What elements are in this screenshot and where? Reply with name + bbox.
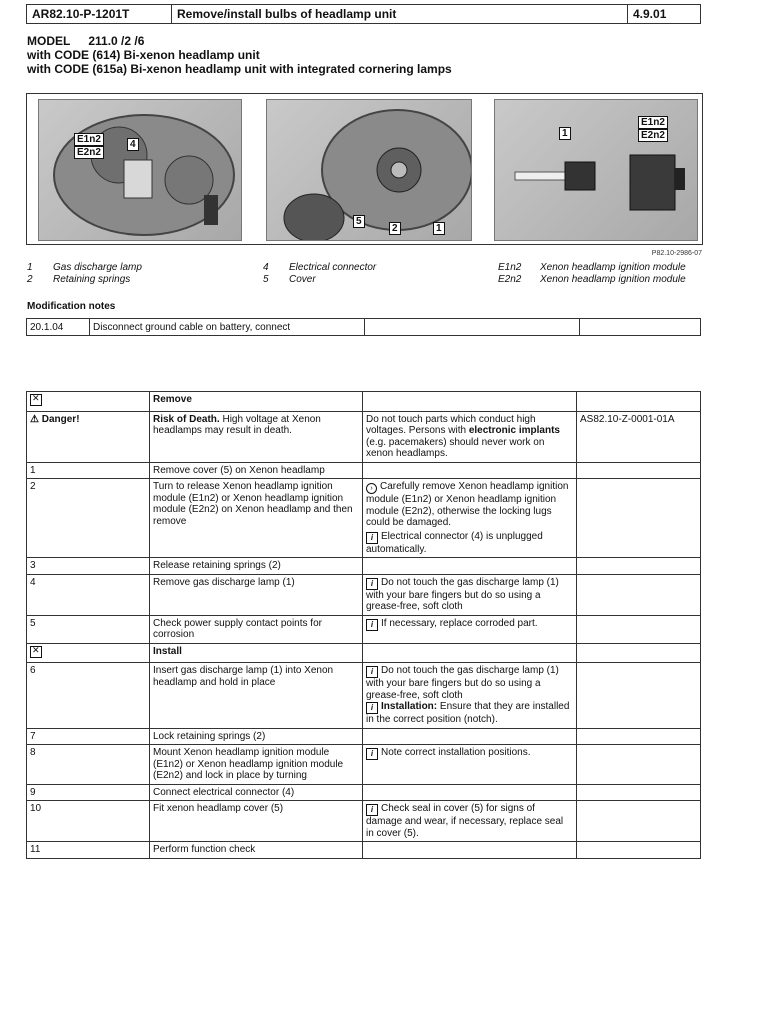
danger-row: ⚠ Danger! Risk of Death. High voltage at Xenon headlamps may result in death. Do not touch parts which conduct high voltages. Persons with electronic implants (e.g. pacemakers) should never work on xenon headlamps. AS82.10-Z-0001-01A	[27, 411, 701, 462]
mod-date: 20.1.04	[27, 319, 90, 336]
headlamp-photo-1	[38, 99, 242, 241]
model-line-3: with CODE (615a) Bi-xenon headlamp unit with integrated cornering lamps	[27, 62, 452, 76]
step-row: 1 Remove cover (5) on Xenon headlamp	[27, 462, 701, 479]
mod-text: Disconnect ground cable on battery, connect	[90, 319, 365, 336]
model-block	[27, 34, 452, 76]
doc-id: AR82.10-P-1201T	[27, 5, 172, 24]
caution-icon: ›	[366, 483, 377, 494]
legend-item: 4 Electrical connector	[263, 262, 377, 273]
step-row: 8 Mount Xenon headlamp ignition module (E1n2) or Xenon headlamp ignition module (E2n2) and lock in place by turning i Note correct installation positions.	[27, 745, 701, 785]
step-row: 6 Insert gas discharge lamp (1) into Xenon headlamp and hold in place i Do not touch the gas discharge lamp (1) with your bare fingers but do so using a grease-free, soft cloth i Installation: Ensure that they are installed in the correct position (notch).	[27, 663, 701, 729]
callout-4: 4	[127, 138, 139, 151]
step-row: 5 Check power supply contact points for corrosion i If necessary, replace corroded part.	[27, 615, 701, 643]
danger-title: Risk of Death.	[153, 413, 220, 425]
step-row: 10 Fit xenon headlamp cover (5) i Check seal in cover (5) for signs of damage and wear, if necessary, replace seal in cover (5).	[27, 801, 701, 842]
step-row: 11 Perform function check	[27, 842, 701, 859]
step-row: 4 Remove gas discharge lamp (1) i Do not touch the gas discharge lamp (1) with your bare fingers but do so using a grease-free, soft cloth	[27, 574, 701, 615]
info-icon: i	[366, 804, 378, 816]
install-label: Install	[150, 643, 363, 663]
info-icon: i	[366, 578, 378, 590]
info-icon: i	[366, 532, 378, 544]
danger-label: Danger!	[41, 413, 80, 425]
callout-2: 2	[389, 222, 401, 235]
danger-reference: AS82.10-Z-0001-01A	[577, 411, 701, 462]
callout-1-bulb: 1	[559, 127, 571, 140]
figure-panel	[26, 93, 703, 245]
step-row: 2 Turn to release Xenon headlamp ignition module (E1n2) or Xenon headlamp ignition module (E2n2) on Xenon headlamp and then remove › Carefully remove Xenon headlamp ignition module (E1n2) or Xenon headlamp ignition module (E2n2), otherwise the locking lugs could be damaged. i Electrical connector (4) is unplugged automatically.	[27, 479, 701, 558]
info-icon: i	[366, 702, 378, 714]
callout-e2n2-module: E2n2	[638, 129, 668, 142]
modification-notes-table	[26, 318, 701, 336]
info-icon: i	[366, 619, 378, 631]
danger-text: High voltage at Xenon headlamps may result in death.	[153, 413, 321, 436]
callout-e1n2-module: E1n2	[638, 116, 668, 129]
callout-5: 5	[353, 215, 365, 228]
model-label: MODEL	[27, 34, 71, 48]
figure-reference: P82.10-2986-07	[651, 250, 702, 257]
model-value: 211.0 /2 /6	[88, 34, 145, 48]
callout-1: 1	[433, 222, 445, 235]
headlamp-2-illustration	[267, 100, 471, 240]
remove-label: Remove	[150, 392, 363, 412]
legend-item: 1 Gas discharge lamp	[27, 262, 142, 273]
info-icon: i	[366, 748, 378, 760]
modification-notes-title: Modification notes	[27, 301, 116, 312]
step-row: 7 Lock retaining springs (2)	[27, 728, 701, 745]
callout-e1n2: E1n2	[74, 133, 104, 146]
section-remove	[27, 392, 701, 412]
legend-item: 5 Cover	[263, 274, 316, 285]
headlamp-photo-2	[266, 99, 472, 241]
headlamp-1-illustration	[39, 100, 241, 240]
remove-section-icon	[30, 394, 42, 406]
legend-item: 2 Retaining springs	[27, 274, 131, 285]
doc-title: Remove/install bulbs of headlamp unit	[172, 5, 628, 24]
info-icon: i	[366, 666, 378, 678]
legend-item: E1n2 Xenon headlamp ignition module	[498, 262, 686, 273]
legend-item: E2n2 Xenon headlamp ignition module	[498, 274, 686, 285]
step-row: 3 Release retaining springs (2)	[27, 558, 701, 575]
step-row: 9 Connect electrical connector (4)	[27, 784, 701, 801]
document-header	[26, 4, 701, 24]
doc-version: 4.9.01	[628, 5, 701, 24]
callout-e2n2: E2n2	[74, 146, 104, 159]
section-install	[27, 643, 701, 663]
procedure-table	[26, 391, 701, 859]
bulb-and-module-photo	[494, 99, 698, 241]
model-line-2: with CODE (614) Bi-xenon headlamp unit	[27, 48, 260, 62]
install-section-icon	[30, 646, 42, 658]
warning-triangle-icon: ⚠	[30, 413, 39, 425]
